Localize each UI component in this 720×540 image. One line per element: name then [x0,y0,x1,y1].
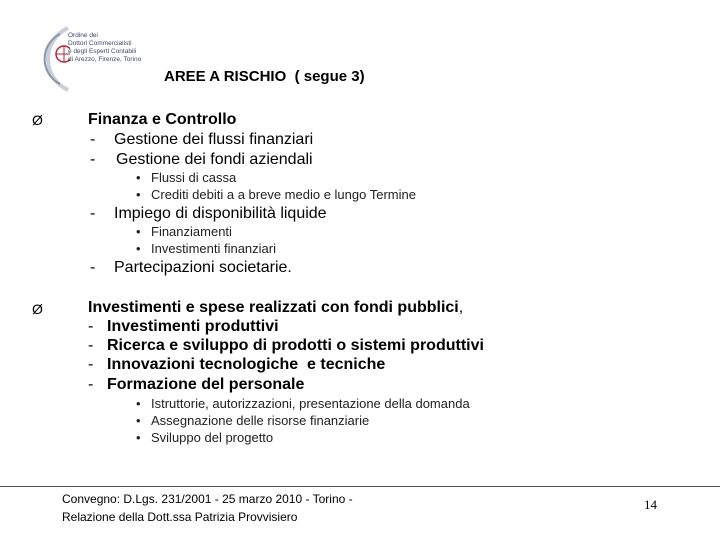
dash-marker: - [88,376,94,393]
dash-marker: - [90,259,96,276]
dash-marker: - [90,131,96,148]
section-heading-text: Investimenti e spese realizzati con fondi pubblici [88,299,459,316]
footer-divider [0,486,720,487]
logo-line: Ordine dei [68,32,98,39]
item-formazione: Formazione del personale [107,376,305,393]
logo-emblem-icon [30,24,70,94]
item-impiego-liquide: Impiego di disponibilità liquide [114,205,327,222]
dash-marker: - [88,356,94,373]
dash-marker: - [90,151,96,168]
bullet-crediti-debiti: Crediti debiti a a breve medio e lungo Termine [151,187,416,202]
page-number: 14 [644,497,657,512]
bullet-sviluppo-progetto: Sviluppo del progetto [151,430,274,445]
bullet-investimenti-finanziari: Investimenti finanziari [151,241,276,256]
item-innovazioni: Innovazioni tecnologiche e tecniche [107,356,386,373]
item-partecipazioni: Partecipazioni societarie. [114,259,292,276]
item-investimenti-produttivi: Investimenti produttivi [107,318,279,335]
logo-line: e degli Esperti Contabili [68,48,137,55]
bullet-assegnazione: Assegnazione delle risorse finanziarie [151,413,370,428]
bullet-flussi-cassa: Flussi di cassa [151,170,237,185]
item-gestione-fondi: Gestione dei fondi aziendali [116,151,313,168]
bullet-finanziamenti: Finanziamenti [151,224,232,239]
footer [62,490,353,526]
logo-line: di Arezzo, Firenze, Torino [68,56,142,63]
section-heading-finanza: Finanza e Controllo [88,111,237,128]
footer-line-2: Relazione della Dott.ssa Patrizia Provvisiero [62,510,298,524]
bullet-marker: • [136,224,141,239]
bullet-marker: • [136,413,141,428]
logo-line: Dottori Commercialisti [68,40,132,47]
bullet-istruttorie: Istruttorie, autorizzazioni, presentazione della domanda [151,396,470,411]
section-heading-investimenti [88,299,463,317]
footer-line-1: Convegno: D.Lgs. 231/2001 - 25 marzo 2010 - Torino - [62,492,353,506]
bullet-marker: • [136,241,141,256]
logo-text [68,32,141,64]
arrow-bullet-icon: Ø [32,112,43,128]
slide-title: AREE A RISCHIO ( segue 3) [164,68,365,85]
dash-marker: - [90,205,96,222]
section-heading-comma: , [458,299,464,316]
item-ricerca-sviluppo: Ricerca e sviluppo di prodotti o sistemi produttivi [107,337,484,354]
bullet-marker: • [136,396,141,411]
item-gestione-flussi: Gestione dei flussi finanziari [114,131,314,148]
bullet-marker: • [136,430,141,445]
bullet-marker: • [136,187,141,202]
logo [30,24,148,104]
bullet-marker: • [136,170,141,185]
arrow-bullet-icon: Ø [32,301,43,317]
dash-marker: - [88,318,94,335]
dash-marker: - [88,337,94,354]
